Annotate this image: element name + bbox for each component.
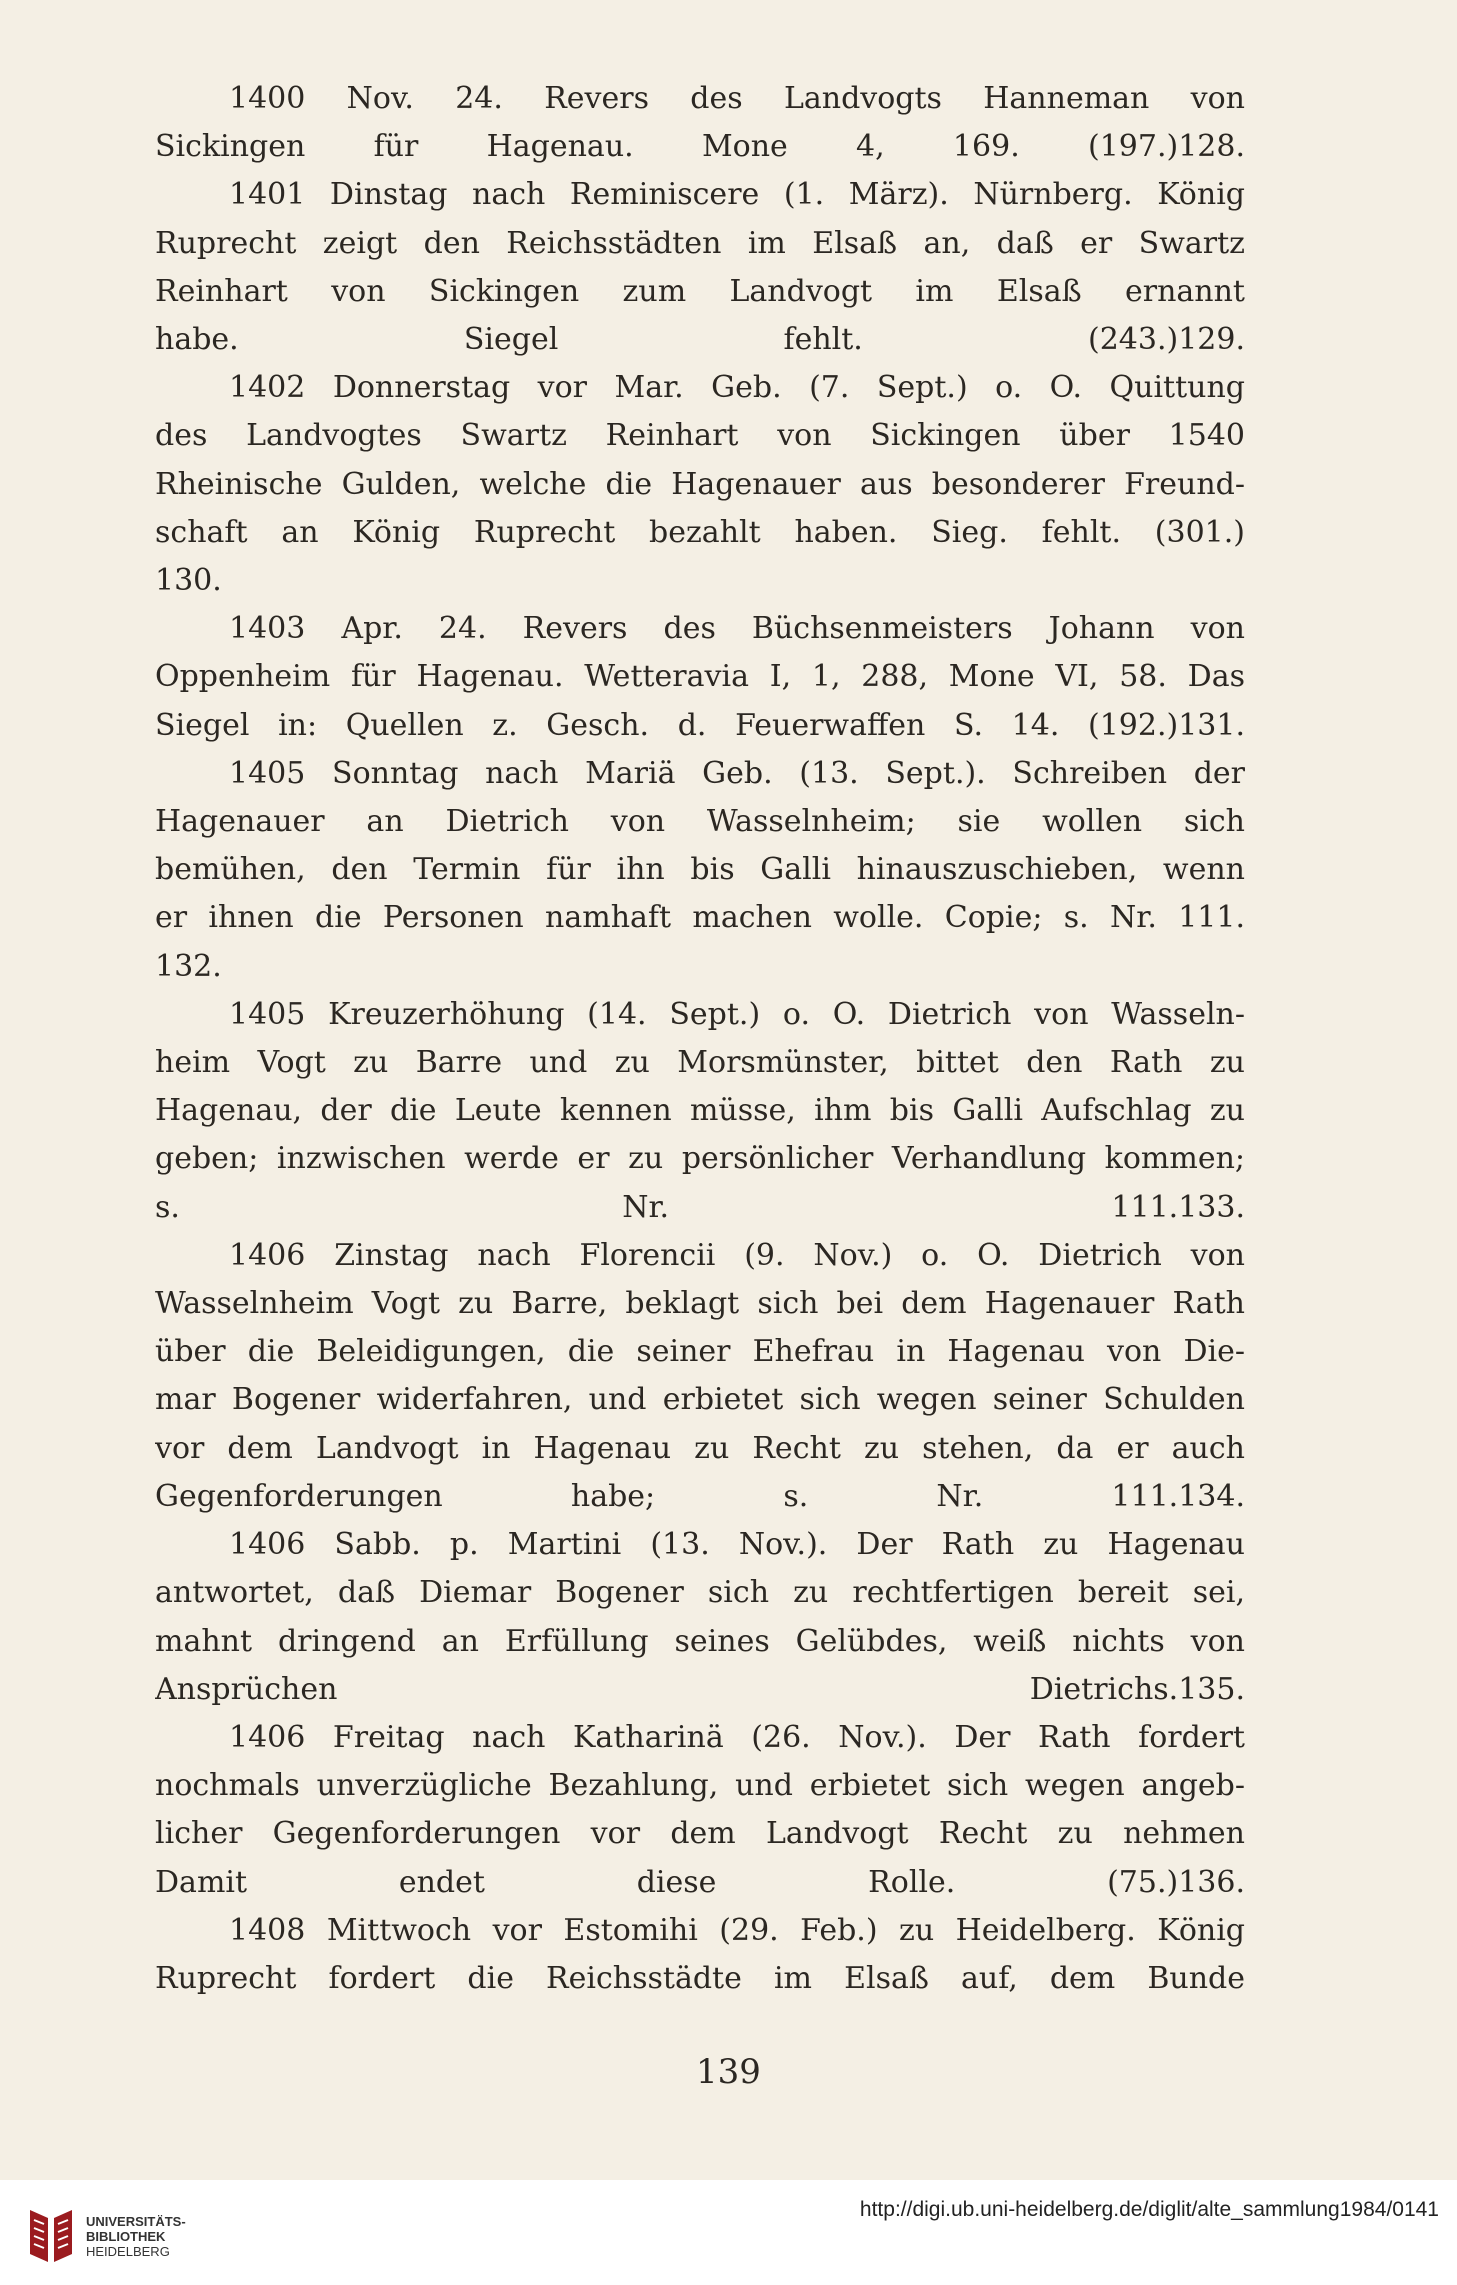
entry-line: Gegenforderungen habe; s. Nr. 111. 134. — [155, 1473, 1245, 1521]
entry-number: 132. — [155, 948, 222, 984]
entry-130 — [155, 364, 1245, 605]
entry-line: Hagenau, der die Leute kennen müsse, ihm bis Galli Aufschlag zu — [155, 1093, 1245, 1129]
library-name — [86, 2214, 186, 2259]
entry-line: s. Nr. 111. 133. — [155, 1184, 1245, 1232]
entry-129 — [155, 171, 1245, 364]
entry-number: 129. — [1178, 322, 1245, 358]
entry-line: Damit endet diese Rolle. (75.) 136. — [155, 1859, 1245, 1907]
library-name-line: HEIDELBERG — [86, 2244, 170, 2259]
entry-line: schaft an König Ruprecht bezahlt haben. Sieg. fehlt. (301.) — [155, 514, 1245, 550]
entry-number: 133. — [1178, 1189, 1245, 1225]
entry-line: heim Vogt zu Barre und zu Morsmünster, bittet den Rath zu — [155, 1045, 1245, 1081]
entry-line: über die Beleidigungen, die seiner Ehefrau in Hagenau von Die- — [155, 1334, 1245, 1370]
entry-line: 1400 Nov. 24. Revers des Landvogts Hanneman von — [229, 81, 1245, 116]
entry-line: bemühen, den Termin für ihn bis Galli hinauszuschieben, wenn — [155, 852, 1245, 888]
entry-line: 1405 Sonntag nach Mariä Geb. (13. Sept.). Schreiben der — [229, 755, 1245, 791]
entry-number: 130. — [155, 563, 222, 599]
entry-131 — [155, 605, 1245, 750]
entry-line: 1408 Mittwoch vor Estomihi (29. Feb.) zu Heidelberg. König — [229, 1912, 1245, 1948]
university-library-logo-icon — [28, 2204, 74, 2266]
entry-line: licher Gegenforderungen vor dem Landvogt Recht zu nehmen — [155, 1816, 1245, 1852]
entry-line: Reinhart von Sickingen zum Landvogt im Elsaß ernannt — [155, 273, 1245, 309]
entry-line: Rheinische Gulden, welche die Hagenauer aus besonderer Freund- — [155, 466, 1245, 502]
entry-128 — [155, 75, 1245, 171]
entry-line: habe. Siegel fehlt. (243.) 129. — [155, 316, 1245, 364]
entry-line: nochmals unverzügliche Bezahlung, und erbietet sich wegen angeb- — [155, 1768, 1245, 1804]
entry-line: Sickingen für Hagenau. Mone 4, 169. (197.) 128. — [155, 123, 1245, 171]
entry-number: 131. — [1178, 707, 1245, 743]
entry-136 — [155, 1714, 1245, 1907]
entry-line: Hagenauer an Dietrich von Wasselnheim; sie wollen sich — [155, 804, 1245, 840]
entry-line: 1405 Kreuzerhöhung (14. Sept.) o. O. Dietrich von Wasseln- — [229, 996, 1245, 1032]
entry-line: geben; inzwischen werde er zu persönlicher Verhandlung kommen; — [155, 1141, 1245, 1177]
entry-135 — [155, 1521, 1245, 1714]
entry-132 — [155, 750, 1245, 991]
entry-line: Ansprüchen Dietrichs. 135. — [155, 1666, 1245, 1714]
entry-line: Wasselnheim Vogt zu Barre, beklagt sich bei dem Hagenauer Rath — [155, 1286, 1245, 1322]
source-url[interactable]: http://digi.ub.uni-heidelberg.de/diglit/alte_sammlung1984/0141 — [859, 2198, 1439, 2221]
entry-line: 1406 Freitag nach Katharinä (26. Nov.). Der Rath fordert — [229, 1719, 1245, 1755]
page-number: 139 — [696, 2052, 761, 2092]
entry-line: mar Bogener widerfahren, und erbietet sich wegen seiner Schulden — [155, 1382, 1245, 1418]
entry-line: Siegel in: Quellen z. Gesch. d. Feuerwaffen S. 14. (192.) 131. — [155, 702, 1245, 750]
entry-134 — [155, 1232, 1245, 1521]
entry-line: antwortet, daß Diemar Bogener sich zu rechtfertigen bereit sei, — [155, 1575, 1245, 1611]
document-text — [155, 75, 1245, 2003]
entry-line: des Landvogtes Swartz Reinhart von Sickingen über 1540 — [155, 418, 1245, 454]
entry-line: Ruprecht zeigt den Reichsstädten im Elsaß an, daß er Swartz — [155, 225, 1245, 261]
entry-line: mahnt dringend an Erfüllung seines Gelübdes, weiß nichts von — [155, 1623, 1245, 1659]
library-name-line: UNIVERSITÄTS- — [86, 2214, 186, 2229]
entry-line: 1403 Apr. 24. Revers des Büchsenmeisters Johann von — [229, 611, 1245, 647]
entry-133 — [155, 991, 1245, 1232]
entry-line: 1401 Dinstag nach Reminiscere (1. März). Nürnberg. König — [229, 177, 1245, 213]
entry-number: 128. — [1178, 129, 1245, 165]
entry-number: 135. — [1178, 1671, 1245, 1707]
entry-line: vor dem Landvogt in Hagenau zu Recht zu stehen, da er auch — [155, 1430, 1245, 1466]
entry-line: Ruprecht fordert die Reichsstädte im Elsaß auf, dem Bunde — [155, 1960, 1245, 1996]
entry-number: 134. — [1178, 1478, 1245, 1514]
entry-line: er ihnen die Personen namhaft machen wolle. Copie; s. Nr. 111. — [155, 900, 1245, 936]
library-name-line: BIBLIOTHEK — [86, 2229, 166, 2244]
entry-line: 1402 Donnerstag vor Mar. Geb. (7. Sept.) o. O. Quittung — [229, 370, 1245, 406]
entry-line: Oppenheim für Hagenau. Wetteravia I, 1, 288, Mone VI, 58. Das — [155, 659, 1245, 695]
entry-line: 1406 Zinstag nach Florencii (9. Nov.) o. O. Dietrich von — [229, 1237, 1245, 1273]
entry-line: 1406 Sabb. p. Martini (13. Nov.). Der Rath zu Hagenau — [229, 1527, 1245, 1563]
entry-number: 136. — [1178, 1864, 1245, 1900]
entry-137 — [155, 1907, 1245, 2003]
footer-bar — [0, 2180, 1457, 2285]
